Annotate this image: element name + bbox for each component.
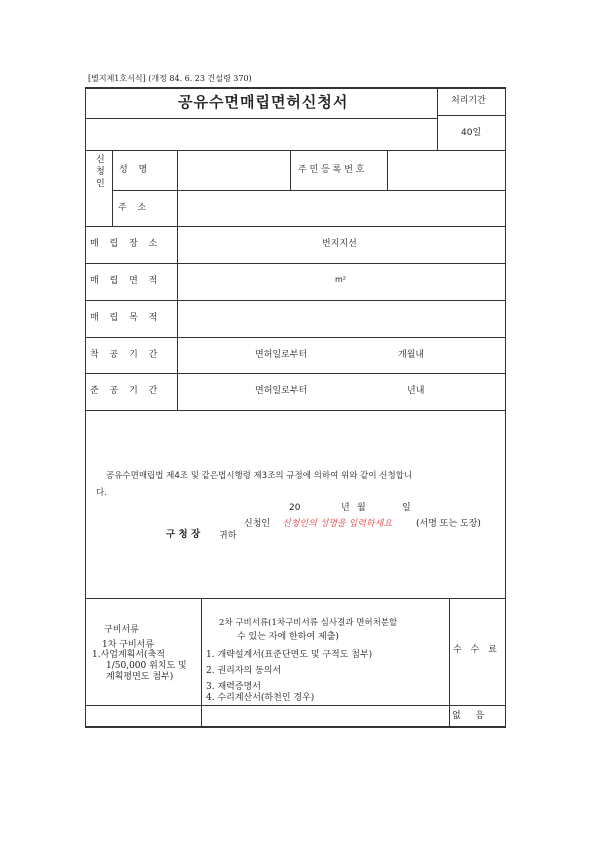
row-line-4 — [85, 263, 506, 264]
docs-second-item-4: 4. 수리계산서(하천인 경우) — [206, 693, 315, 703]
fee-label: 수 수 료 — [453, 645, 500, 655]
divider-id-left — [290, 150, 291, 190]
border-left — [85, 87, 86, 727]
finish-label: 준 공 기 간 — [90, 386, 162, 396]
applicant-side-label-2: 청 — [96, 167, 105, 177]
form-tag: [별지제1호서식] — [88, 74, 146, 83]
processing-label: 처리기간 — [451, 96, 486, 106]
page-title: 공유수면매립면허신청서 — [178, 93, 349, 111]
id-label: 주 민 등 록 번 호 — [298, 165, 365, 175]
finish-unit: 년내 — [407, 386, 425, 396]
applicant-side-label-3: 인 — [96, 179, 105, 189]
sign-note: (서명 또는 도장) — [416, 519, 481, 529]
row-line-8 — [85, 410, 506, 411]
docs-second-item-2: 2. 권리자의 동의서 — [206, 666, 282, 676]
row-line-9 — [85, 598, 506, 599]
divider-fee — [449, 598, 450, 727]
site-unit: 번지지선 — [322, 239, 357, 249]
applicant-signature-input[interactable]: 신청인의 성명을 입력하세요 — [282, 519, 393, 529]
applicant-label: 신청인 — [244, 519, 271, 529]
divider-processing-mid — [437, 115, 505, 116]
border-top — [85, 87, 506, 89]
statement-line-2: 다. — [96, 488, 107, 498]
divider-label-col — [177, 150, 178, 410]
start-unit: 개월내 — [398, 350, 425, 360]
row-line-1 — [85, 150, 506, 151]
docs-title: 구비서류 — [104, 625, 139, 635]
start-label: 착 공 기 간 — [90, 350, 162, 360]
applicant-side-label-1: 신 — [96, 155, 105, 165]
row-line-2 — [112, 190, 506, 191]
divider-processing — [437, 87, 438, 150]
docs-second-title-2: 수 있는 자에 한하여 제출) — [237, 632, 339, 642]
fee-value: 없 음 — [452, 711, 491, 721]
docs-second-title-1: 2차 구비서류(1차구비서류 심사결과 면허처분할 — [219, 618, 398, 628]
docs-first-title: 1차 구비서류 — [102, 640, 155, 650]
processing-value: 40일 — [461, 128, 482, 138]
name-label: 성 명 — [119, 165, 152, 175]
name-field[interactable] — [179, 152, 288, 188]
area-label: 매 립 면 적 — [90, 276, 162, 286]
purpose-field[interactable] — [179, 302, 503, 335]
row-line-3 — [85, 226, 506, 227]
border-bottom — [85, 726, 506, 728]
date-year: 20 — [289, 503, 301, 513]
address-field[interactable] — [179, 192, 503, 224]
recipient-suffix: 귀하 — [219, 531, 237, 541]
divider-applicant-side — [112, 150, 113, 226]
id-field[interactable] — [389, 152, 503, 188]
docs-first-item-2: 1/50,000 위치도 및 — [106, 661, 187, 671]
site-label: 매 립 장 소 — [90, 239, 162, 249]
row-line-5 — [85, 300, 506, 301]
recipient: 구 청 장 — [166, 529, 201, 540]
row-line-6 — [85, 337, 506, 338]
purpose-label: 매 립 목 적 — [90, 313, 162, 323]
finish-from: 면허일로부터 — [255, 386, 308, 396]
docs-first-item-3: 계획평면도 첨부) — [106, 672, 174, 682]
area-unit: m² — [335, 275, 346, 284]
form-revision: (개정 84. 6. 23 건설령 370) — [148, 74, 252, 83]
date-year-label: 년 — [341, 503, 350, 513]
statement-line-1: 공유수면매립법 제4조 및 같은법시행령 제3조의 규정에 의하여 위와 같이 신청합니 — [106, 471, 413, 481]
row-line-10 — [85, 705, 506, 706]
docs-second-item-1: 1. 개략설계서(표준단면도 및 구적도 첨부) — [206, 650, 373, 660]
form-header — [88, 75, 252, 83]
address-label: 주 소 — [118, 203, 151, 213]
date-day-label: 일 — [402, 503, 411, 513]
docs-first-item-1: 1.사업계획서(축적 — [92, 650, 165, 660]
divider-docs — [201, 598, 202, 727]
docs-second-item-3: 3. 재력증명서 — [206, 682, 261, 692]
date-month-label: 월 — [357, 503, 366, 513]
border-right — [505, 87, 506, 727]
divider-title — [85, 118, 437, 119]
divider-id-right — [387, 150, 388, 190]
start-from: 면허일로부터 — [255, 350, 308, 360]
row-line-7 — [85, 373, 506, 374]
